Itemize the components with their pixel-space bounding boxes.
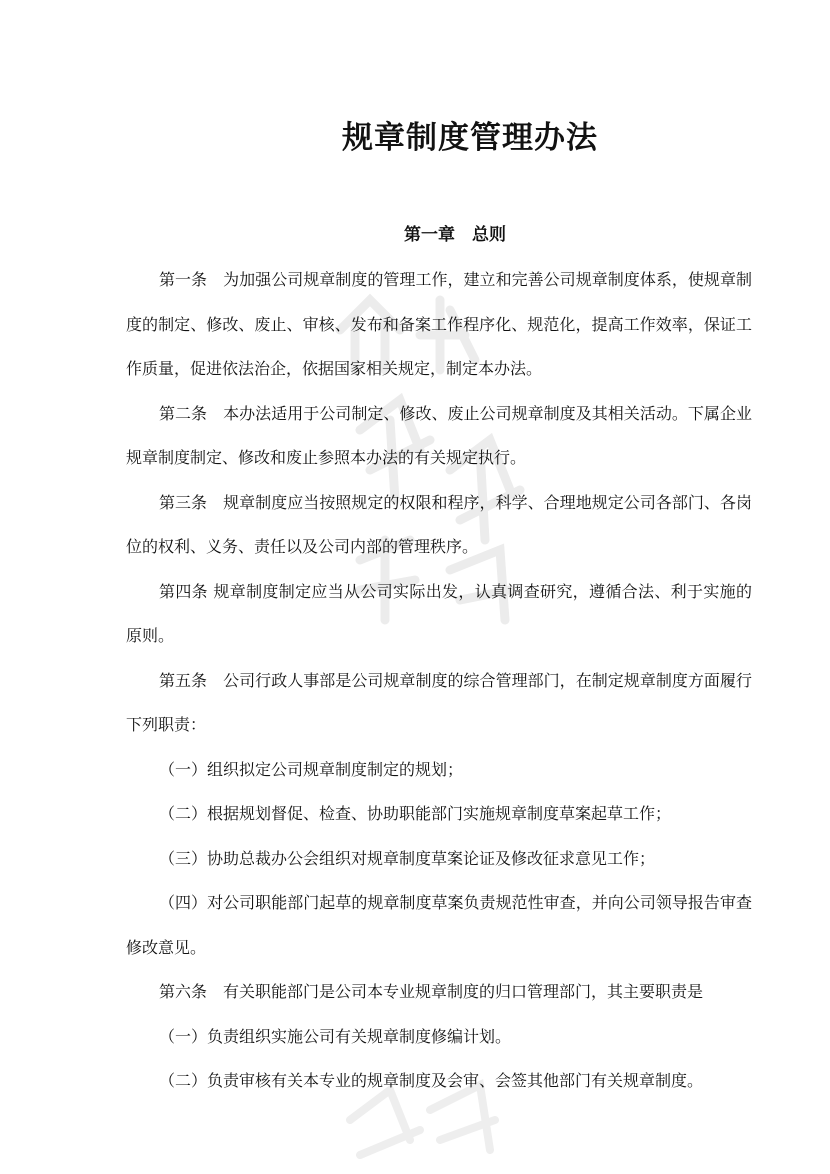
article-5-item-1: （一）组织拟定公司规章制度制定的规划；	[159, 759, 464, 779]
article-5-paragraph: 第五条 公司行政人事部是公司规章制度的综合管理部门，在制定规章制度方面履行下列职责：	[126, 670, 752, 734]
chapter-heading: 第一章 总则	[404, 225, 506, 245]
article-5-item-2: （二）根据规划督促、检查、协助职能部门实施规章制度草案起草工作；	[159, 804, 672, 823]
article-1-paragraph: 第一条 为加强公司规章制度的管理工作，建立和完善公司规章制度体系，使规章制度的制定、修改、废止、审核、发布和备案工作程序化、规范化，提高工作效率，保证工作质量，促进依法治企，依据国家相关规定，制定本办法。	[126, 270, 752, 378]
article-3-paragraph: 第三条 规章制度应当按照规定的权限和程序，科学、合理地规定公司各部门、各岗位的权利、义务、责任以及公司内部的管理秩序。	[126, 492, 752, 556]
article-2-paragraph: 第二条 本办法适用于公司制定、修改、废止公司规章制度及其相关活动。下属企业规章制度制定、修改和废止参照本办法的有关规定执行。	[126, 403, 752, 467]
page-title: 规章制度管理办法	[342, 120, 598, 156]
article-5-item-4: （四）对公司职能部门起草的规章制度草案负责规范性审查，并向公司领导报告审查修改意见。	[126, 893, 752, 957]
article-6-item-2: （二）负责审核有关本专业的规章制度及会审、会签其他部门有关规章制度。	[159, 1071, 704, 1090]
article-6-item-1: （一）负责组织实施公司有关规章制度修编计划。	[159, 1026, 512, 1046]
article-5-item-3: （三）协助总裁办公会组织对规章制度草案论证及修改征求意见工作；	[159, 848, 656, 868]
article-4-paragraph: 第四条 规章制度制定应当从公司实际出发，认真调查研究，遵循合法、利于实施的原则。	[126, 581, 752, 645]
document-body	[126, 258, 752, 1104]
article-6-paragraph: 第六条 有关职能部门是公司本专业规章制度的归口管理部门，其主要职责是	[159, 982, 704, 1001]
